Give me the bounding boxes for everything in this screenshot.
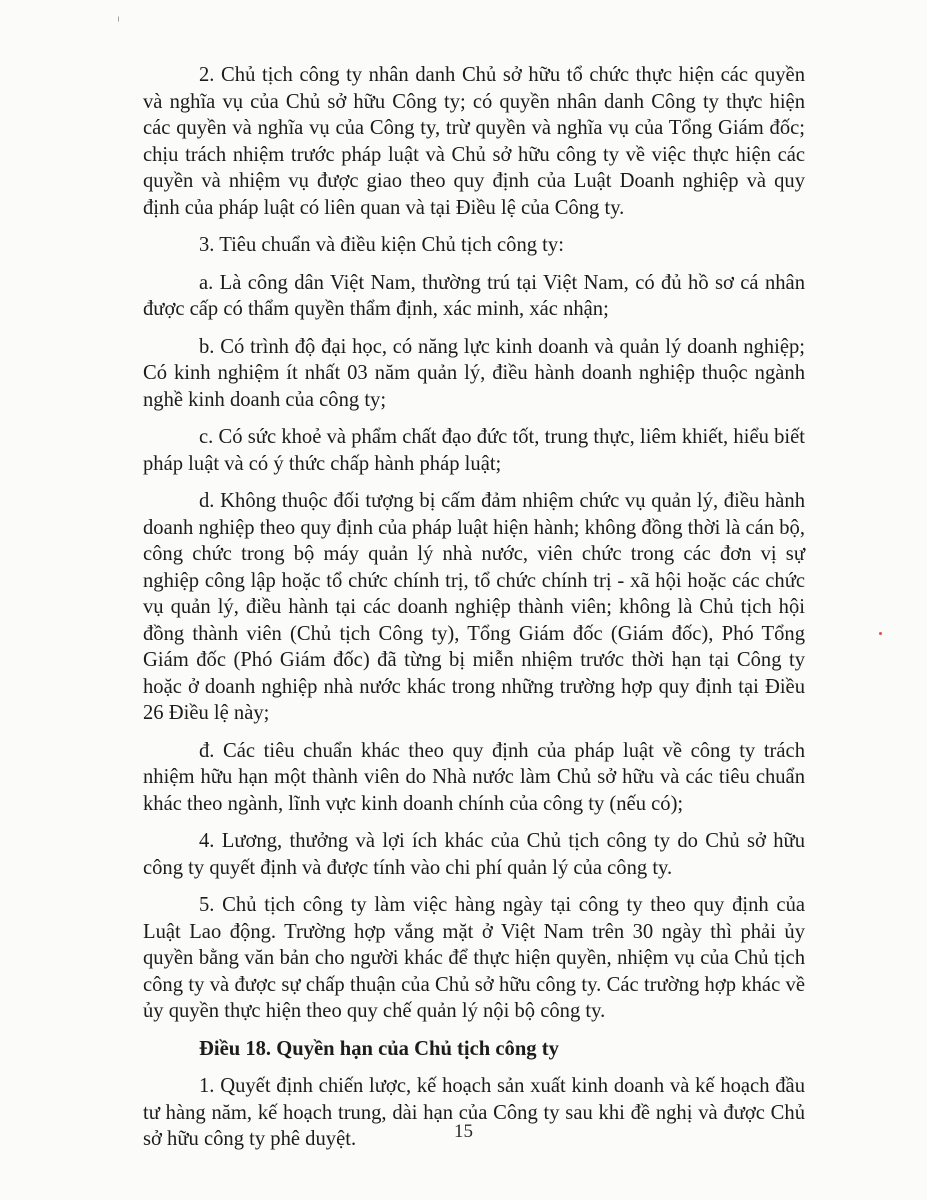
paragraph-5-working-regime: 5. Chủ tịch công ty làm việc hàng ngày tại công ty theo quy định của Luật Lao động. Trường hợp vắng mặt ở Việt Nam trên 30 ngày thì phải ủy quyền bằng văn bản cho người khác để thực hiện quyền, nhiệm vụ của Chủ tịch công ty và được sự chấp thuận của Chủ sở hữu công ty. Các trường hợp khác về ủy quyền thực hiện theo quy chế quản lý nội bộ công ty.: [143, 894, 805, 1022]
article-18-paragraph-1: 1. Quyết định chiến lược, kế hoạch sản xuất kinh doanh và kế hoạch đầu tư hàng năm, kế hoạch trung, dài hạn của Công ty sau khi đề nghị và được Chủ sở hữu công ty phê duyệt.: [143, 1075, 805, 1150]
scan-speck: [879, 632, 882, 635]
paragraph-3a-citizenship: a. Là công dân Việt Nam, thường trú tại Việt Nam, có đủ hồ sơ cá nhân được cấp có thẩm quyền thẩm định, xác minh, xác nhận;: [143, 271, 805, 320]
paragraph-3-standards-title: 3. Tiêu chuẩn và điều kiện Chủ tịch công ty:: [199, 234, 564, 256]
paragraph-4-compensation: 4. Lương, thưởng và lợi ích khác của Chủ tịch công ty do Chủ sở hữu công ty quyết định và được tính vào chi phí quản lý của công ty.: [143, 830, 805, 879]
page-number: 15: [454, 1121, 473, 1142]
paragraph-3c-health-ethics: c. Có sức khoẻ và phẩm chất đạo đức tốt, trung thực, liêm khiết, hiểu biết pháp luật và có ý thức chấp hành pháp luật;: [143, 426, 805, 475]
article-18-heading: Điều 18. Quyền hạn của Chủ tịch công ty: [199, 1037, 559, 1060]
paragraph-3b-education: b. Có trình độ đại học, có năng lực kinh doanh và quản lý doanh nghiệp; Có kinh nghiệm ít nhất 03 năm quản lý, điều hành doanh nghiệp thuộc ngành nghề kinh doanh của công ty;: [143, 335, 805, 411]
document-page: [143, 62, 805, 1164]
paragraph-3dd-other-standards: đ. Các tiêu chuẩn khác theo quy định của pháp luật về công ty trách nhiệm hữu hạn một thành viên do Nhà nước làm Chủ sở hữu và các tiêu chuẩn khác theo ngành, lĩnh vực kinh doanh chính của công ty (nếu có);: [143, 739, 805, 815]
paragraph-3d-restrictions: d. Không thuộc đối tượng bị cấm đảm nhiệm chức vụ quản lý, điều hành doanh nghiệp theo quy định của pháp luật hiện hành; không đồng thời là cán bộ, công chức trong bộ máy quản lý nhà nước, viên chức trong các đơn vị sự nghiệp công lập hoặc tổ chức chính trị, tổ chức chính trị - xã hội hoặc các chức vụ quản lý, điều hành tại các doanh nghiệp thành viên; không là Chủ tịch hội đồng thành viên (Chủ tịch Công ty), Tổng Giám đốc (Giám đốc), Phó Tổng Giám đốc (Phó Giám đốc) đã từng bị miễn nhiệm trước thời hạn tại Công ty hoặc ở doanh nghiệp nhà nước khác trong những trường hợp quy định tại Điều 26 Điều lệ này;: [143, 490, 805, 724]
scan-speck: [118, 16, 119, 22]
paragraph-2-chairman-duties: 2. Chủ tịch công ty nhân danh Chủ sở hữu tổ chức thực hiện các quyền và nghĩa vụ của Chủ sở hữu Công ty; có quyền nhân danh Công ty thực hiện các quyền và nghĩa vụ của Công ty, trừ quyền và nghĩa vụ của Tổng Giám đốc; chịu trách nhiệm trước pháp luật và Chủ sở hữu công ty về việc thực hiện các quyền và nhiệm vụ được giao theo quy định của Luật Doanh nghiệp và quy định của pháp luật có liên quan và tại Điều lệ của Công ty.: [143, 64, 805, 219]
